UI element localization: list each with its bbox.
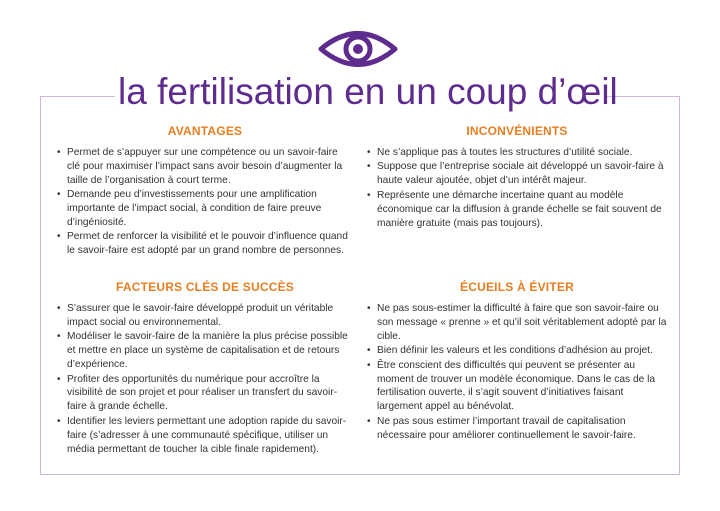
- section-facteurs-cles-de-succes: [57, 280, 353, 457]
- list-item: • Profiter des opportunités du numérique pour accroître la visibilité de son projet et pour réaliser un transfert du savoir-faire à grande échelle.: [57, 373, 353, 415]
- section-list: [57, 302, 353, 456]
- eye-icon: [318, 28, 398, 70]
- list-item: • Bien définir les valeurs et les conditions d’adhésion au projet.: [367, 344, 667, 358]
- list-item: • Ne s’applique pas à toutes les structures d’utilité sociale.: [367, 146, 667, 160]
- list-item: • Modéliser le savoir-faire de la manière la plus précise possible et mettre en place un système de capitalisation et de retours d’expérience.: [57, 330, 353, 372]
- section-avantages: [57, 124, 353, 259]
- section-list: [57, 146, 353, 258]
- section-ecueils-a-eviter: [367, 280, 667, 443]
- list-item: • Demande peu d’investissements pour une amplification importante de l’impact social, à condition de faire preuve d’ingéniosité.: [57, 188, 353, 230]
- list-item: • Permet de renforcer la visibilité et le pouvoir d’influence quand le savoir-faire est adopté par un grand nombre de personnes.: [57, 230, 353, 258]
- section-heading: INCONVÉNIENTS: [466, 124, 568, 138]
- list-item: • S’assurer que le savoir-faire développé produit un véritable impact social ou environnemental.: [57, 302, 353, 330]
- section-heading: AVANTAGES: [167, 124, 243, 138]
- list-item: • Permet de s’appuyer sur une compétence ou un savoir-faire clé pour maximiser l’impact sans avoir besoin d’augmenter la taille de l’organisation à court terme.: [57, 146, 353, 188]
- list-item: • Identifier les leviers permettant une adoption rapide du savoir-faire (s’adresser à une communauté spécifique, utiliser un média permettant de toucher la cible finale rapidement).: [57, 415, 353, 457]
- list-item: • Ne pas sous-estimer la difficulté à faire que son savoir-faire ou son message « prenne » et qu’il soit véritablement adopté par la cible.: [367, 302, 667, 344]
- section-heading: FACTEURS CLÉS DE SUCCÈS: [116, 280, 294, 294]
- list-item: • Suppose que l’entreprise sociale ait développé un savoir-faire à haute valeur ajoutée, objet d’un intérêt majeur.: [367, 160, 667, 188]
- page-title: la fertilisation en un coup d’œil: [118, 71, 618, 112]
- section-list: [367, 302, 667, 443]
- section-inconvenients: [367, 124, 667, 231]
- list-item: • Représente une démarche incertaine quant au modèle économique car la diffusion à grande échelle se fait souvent de manière gratuite (mais pas toujours).: [367, 189, 667, 231]
- section-heading: ÉCUEILS À ÉVITER: [460, 280, 574, 294]
- list-item: • Être conscient des difficultés qui peuvent se présenter au moment de trouver un modèle économique. Dans le cas de la fertilisation ouverte, il s’agit souvent d’initiatives faisant largement appel au bénévolat.: [367, 359, 667, 415]
- list-item: • Ne pas sous estimer l’important travail de capitalisation nécessaire pour améliorer continuellement le savoir-faire.: [367, 415, 667, 443]
- section-list: [367, 146, 667, 230]
